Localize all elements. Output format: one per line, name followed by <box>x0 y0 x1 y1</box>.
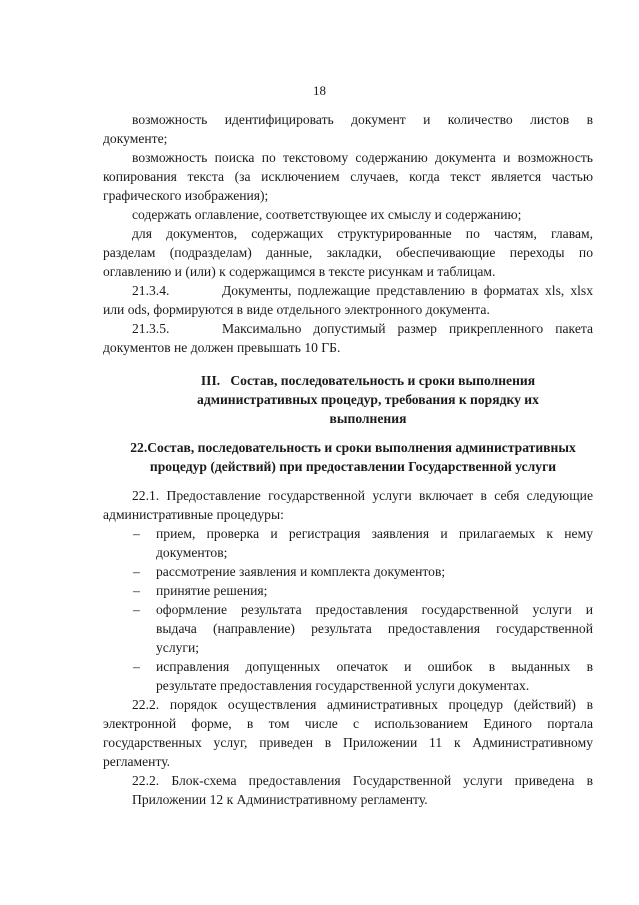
text-line: оформление результата предоставления государственной услуги и <box>156 602 593 617</box>
page-number: 18 <box>313 83 326 98</box>
list-item <box>103 581 593 600</box>
text-line: выдача (направление) результата предоставления государственной <box>156 621 593 636</box>
text-line: государственных услуг, приведен в Приложении 11 к Административному <box>103 735 593 750</box>
text-line: 22.2. Блок-схема предоставления Государственной услуги приведена в <box>132 773 593 788</box>
text-line: или ods, формируются в виде отдельного электронного документа. <box>103 302 490 317</box>
text-line: копирования текста (за исключением случаев, когда текст является частью <box>103 169 593 184</box>
heading-line: выполнения <box>329 411 407 426</box>
clause-number: 21.3.5. <box>132 321 170 336</box>
text-line: принятие решения; <box>156 583 268 598</box>
text-line: 22.2. порядок осуществления административных процедур (действий) в <box>132 697 593 712</box>
clause-text: Документы, подлежащие представлению в форматах xls, xlsx <box>222 283 593 298</box>
text-line: для документов, содержащих структурированные по частям, главам, <box>132 226 593 241</box>
section-heading-22 <box>113 438 593 476</box>
dash-marker: – <box>133 526 140 541</box>
text-line: оглавлению и (или) к содержащимся в тексте рисункам и таблицам. <box>103 264 496 279</box>
clause-text: Максимально допустимый размер прикрепленного пакета <box>222 321 593 336</box>
text-line: документов; <box>156 545 228 560</box>
text-line: административные процедуры: <box>103 507 284 522</box>
dash-marker: – <box>133 602 140 617</box>
list-item <box>103 524 593 562</box>
clause-21-3-4-line <box>103 281 593 300</box>
section-heading-3 <box>103 371 593 428</box>
heading-line: III. Состав, последовательность и сроки выполнения <box>200 373 536 388</box>
procedures-block <box>103 486 593 809</box>
heading-line: процедур (действий) при предоставлении Государственной услуги <box>149 459 557 474</box>
dash-marker: – <box>133 659 140 674</box>
text-line: 22.1. Предоставление государственной услуги включает в себя следующие <box>132 488 593 503</box>
text-line: документе; <box>103 131 168 146</box>
clause-number: 21.3.4. <box>132 283 170 298</box>
text-line: документов не должен превышать 10 ГБ. <box>103 340 341 355</box>
list-item <box>103 562 593 581</box>
text-line: прием, проверка и регистрация заявления и прилагаемых к нему <box>156 526 593 541</box>
dash-marker: – <box>133 583 140 598</box>
text-line: разделам (подразделам) данные, закладки, обеспечивающие переходы по <box>103 245 593 260</box>
list-item <box>103 600 593 657</box>
text-line: регламенту. <box>103 754 171 769</box>
text-line: возможность поиска по текстовому содержанию документа и возможность <box>132 150 593 165</box>
text-line: электронной форме, в том числе с использованием Единого портала <box>103 716 593 731</box>
text-line: возможность идентифицировать документ и количество листов в <box>132 112 593 127</box>
text-line: услуги; <box>156 640 200 655</box>
text-line: содержать оглавление, соответствующее их смыслу и содержанию; <box>132 207 522 222</box>
procedure-list <box>103 524 593 695</box>
text-line: Приложении 12 к Административному регламенту. <box>132 792 428 807</box>
heading-line: 22.Состав, последовательность и сроки выполнения административных <box>130 440 576 455</box>
dash-marker: – <box>133 564 140 579</box>
text-line: графического изображения); <box>103 188 269 203</box>
list-item <box>103 657 593 695</box>
text-line: результате предоставления государственной услуги документах. <box>156 678 530 693</box>
text-line: исправления допущенных опечаток и ошибок в выданных в <box>156 659 593 674</box>
intro-block <box>103 110 593 357</box>
clause-21-3-5-line <box>103 319 593 338</box>
heading-line: административных процедур, требования к порядку их <box>197 392 539 407</box>
text-line: рассмотрение заявления и комплекта документов; <box>156 564 446 579</box>
